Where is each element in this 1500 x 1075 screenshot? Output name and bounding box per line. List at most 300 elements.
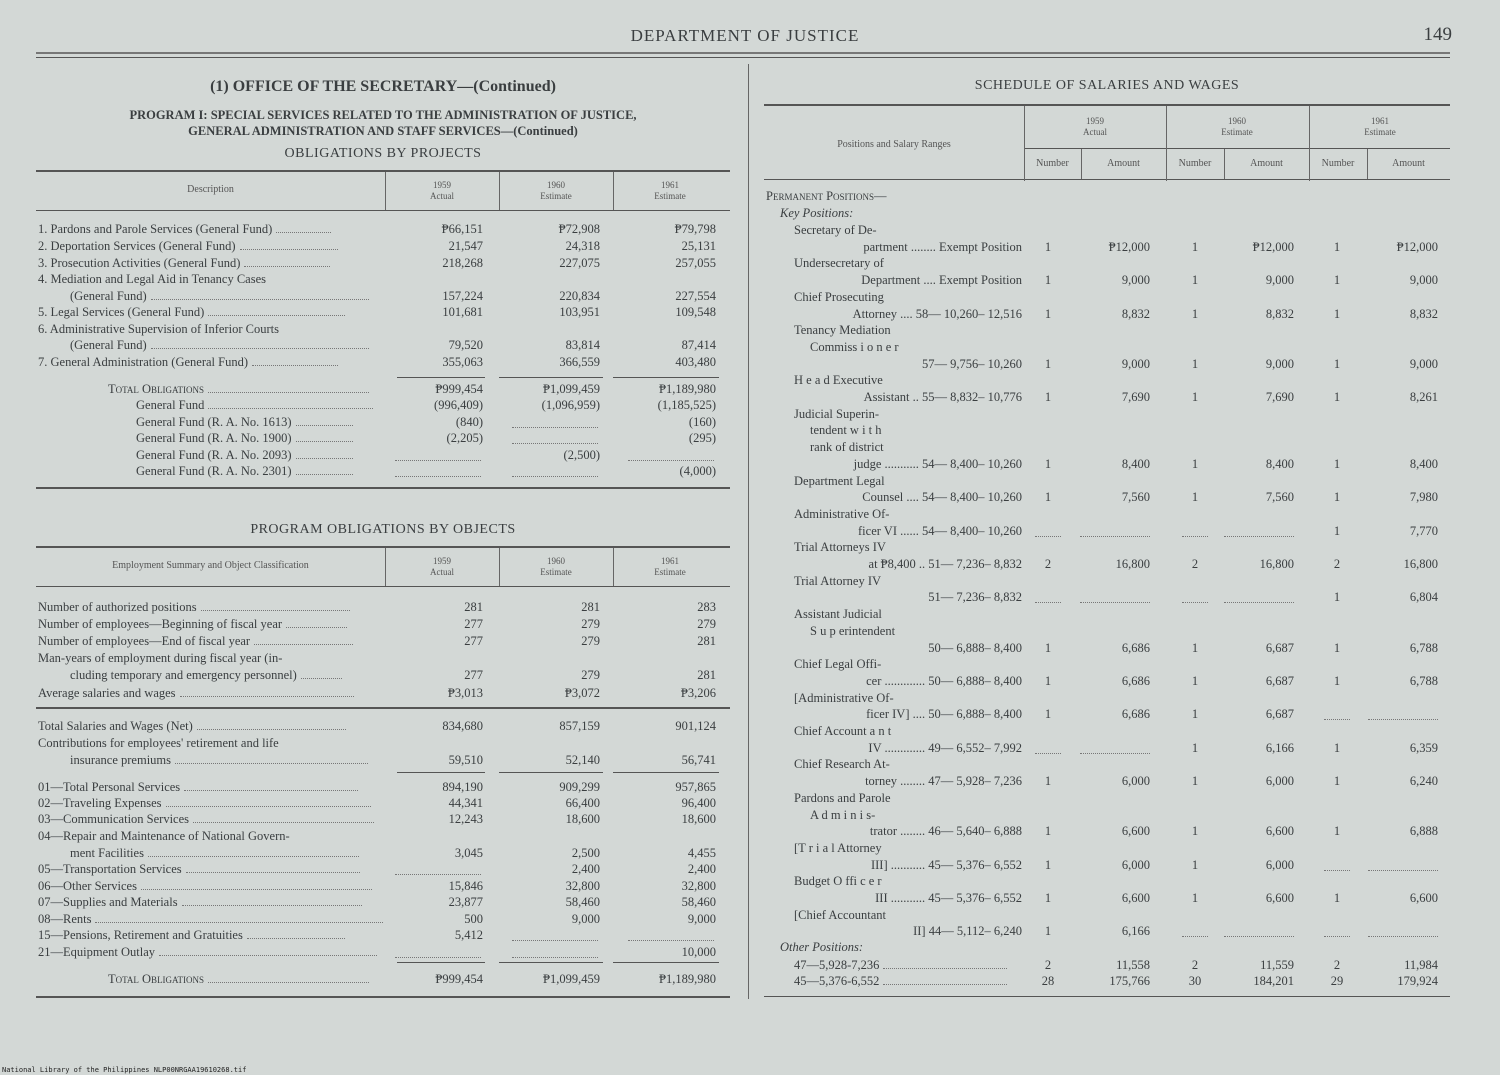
empty-cell-leader <box>1324 870 1350 871</box>
position-line: tendent w i t h <box>810 423 882 438</box>
cell-value: 5,412 <box>454 928 483 942</box>
empty-cell-leader <box>1324 936 1350 937</box>
cell-number: 1 <box>1044 356 1052 371</box>
row-label: General Fund <box>136 398 373 413</box>
cell-number: 2 <box>1191 958 1199 972</box>
cell-amount: 6,000 <box>1265 774 1294 789</box>
cell-amount: 6,788 <box>1409 640 1438 655</box>
cell-value: 2,500 <box>571 846 600 860</box>
cell-number: 1 <box>1333 390 1341 404</box>
cell-value: 279 <box>581 617 600 631</box>
cell-number: 28 <box>1041 974 1055 988</box>
header-1961: 1961 Estimate <box>654 180 686 201</box>
position-line: ficer IV] .... 50— 6,888– 8,400 <box>866 707 1022 722</box>
cell-value: 87,414 <box>681 338 716 352</box>
cell-amount: 11,559 <box>1260 958 1294 972</box>
cell-amount: 7,560 <box>1265 490 1294 505</box>
cell-amount: 6,000 <box>1121 857 1150 872</box>
position-line: A d m i n i s- <box>810 807 876 822</box>
header-1960: 1960 Estimate <box>540 180 572 201</box>
cell-number: 2 <box>1333 557 1341 571</box>
cell-amount: 8,261 <box>1409 390 1438 404</box>
cell-number: 1 <box>1191 891 1199 905</box>
position-line: Assistant Judicial <box>794 607 882 622</box>
header-1960: 1960 Estimate <box>540 556 572 577</box>
cell-value: (2,205) <box>446 431 483 445</box>
header-amount: Amount <box>1107 158 1140 169</box>
empty-cell-leader <box>512 476 598 477</box>
cell-value: 257,055 <box>675 256 716 270</box>
total-rule <box>613 962 719 963</box>
cell-value: 957,865 <box>675 780 716 794</box>
row-label: insurance premiums <box>70 753 368 768</box>
cell-amount: 9,000 <box>1121 356 1150 371</box>
cell-value: 18,600 <box>565 812 600 826</box>
position-line: Administrative Of- <box>794 506 890 521</box>
row-label: Number of employees—Beginning of fiscal year <box>38 617 347 632</box>
row-label: Number of authorized positions <box>38 600 350 615</box>
page-header-title: DEPARTMENT OF JUSTICE <box>630 26 860 45</box>
cell-value: 909,299 <box>559 780 600 794</box>
position-line: 57— 9,756– 10,260 <box>922 356 1022 371</box>
header-1961: 1961 Estimate <box>654 556 686 577</box>
empty-cell-leader <box>1080 536 1150 537</box>
cell-value: ₱999,454 <box>435 972 483 986</box>
row-label: 2. Deportation Services (General Fund) <box>38 239 338 254</box>
cell-value: 9,000 <box>687 912 716 926</box>
cell-number: 1 <box>1044 456 1052 471</box>
cell-amount: 11,984 <box>1404 958 1438 972</box>
table-header-rule <box>36 210 730 211</box>
cell-number: 1 <box>1044 924 1052 939</box>
cell-amount: 8,400 <box>1409 456 1438 471</box>
row-label: General Fund (R. A. No. 2301) <box>136 464 353 479</box>
empty-cell-leader <box>512 940 598 941</box>
cell-number: 1 <box>1044 891 1052 905</box>
cell-value: ₱3,072 <box>564 686 600 700</box>
position-line: II] 44— 5,112– 6,240 <box>913 924 1022 939</box>
cell-value: (996,409) <box>434 398 483 412</box>
cell-value: 59,510 <box>448 753 483 767</box>
cell-value: 18,600 <box>681 812 716 826</box>
cell-value: 25,131 <box>681 239 716 253</box>
cell-amount: 8,832 <box>1265 306 1294 321</box>
cell-amount: 16,800 <box>1403 557 1438 571</box>
cell-number: 1 <box>1333 673 1341 688</box>
cell-amount: 6,687 <box>1265 707 1294 722</box>
total-rule <box>397 962 485 963</box>
empty-cell-leader <box>1368 870 1438 871</box>
row-label: 5. Legal Services (General Fund) <box>38 305 345 320</box>
position-line: cer ............. 50— 6,888– 8,400 <box>866 673 1022 688</box>
cell-amount: 9,000 <box>1265 273 1294 288</box>
position-line: Chief Account a n t <box>794 724 892 738</box>
cell-number: 1 <box>1191 857 1199 872</box>
subtotal-rule <box>499 772 603 773</box>
row-label: 4. Mediation and Legal Aid in Tenancy Cases <box>38 272 267 286</box>
cell-value: 227,554 <box>675 289 716 303</box>
cell-value: ₱66,151 <box>441 222 483 236</box>
cell-amount: 11,558 <box>1116 958 1150 972</box>
position-line: S u p erintendent <box>810 623 896 638</box>
row-label: Total Salaries and Wages (Net) <box>38 719 346 734</box>
empty-cell-leader <box>512 443 598 444</box>
subtotal-rule <box>397 377 485 378</box>
cell-number: 1 <box>1191 774 1199 789</box>
position-line: III ........... 45— 5,376– 6,552 <box>875 891 1022 905</box>
row-label: 21—Equipment Outlay <box>38 945 377 960</box>
cell-number: 1 <box>1333 239 1341 254</box>
header-number: Number <box>1036 158 1069 169</box>
row-label: 07—Supplies and Materials <box>38 895 362 910</box>
position-line: Trial Attorney IV <box>794 573 882 588</box>
cell-value: 23,877 <box>448 895 483 909</box>
cell-amount: 16,800 <box>1259 557 1294 571</box>
header-description: Description <box>187 184 234 195</box>
position-line: Department .... Exempt Position <box>861 273 1022 288</box>
row-label: (General Fund) <box>70 338 369 353</box>
cell-number: 1 <box>1191 640 1199 655</box>
position-line: 51— 7,236– 8,832 <box>928 590 1022 605</box>
row-label: Contributions for employees' retirement and life <box>38 736 279 750</box>
cell-amount: 6,000 <box>1121 774 1150 789</box>
cell-value: 10,000 <box>681 945 716 959</box>
salary-header-rule <box>764 179 1450 180</box>
position-line: ficer VI ...... 54— 8,400– 10,260 <box>858 523 1022 538</box>
row-label: Man-years of employment during fiscal year (in- <box>38 651 283 665</box>
cell-value: ₱1,099,459 <box>543 382 600 396</box>
table-bottom-rule <box>36 996 730 998</box>
header-1961: 1961 Estimate <box>1364 116 1396 137</box>
cell-number: 1 <box>1333 490 1341 505</box>
position-line: partment ........ Exempt Position <box>863 239 1022 254</box>
empty-cell-leader <box>1324 719 1350 720</box>
objects-table-title: PROGRAM OBLIGATIONS BY OBJECTS <box>250 522 516 537</box>
position-line: Chief Prosecuting <box>794 289 884 304</box>
cell-number: 1 <box>1044 857 1052 872</box>
header-description: Employment Summary and Object Classification <box>112 560 309 571</box>
cell-value: 3,045 <box>454 846 483 860</box>
row-label: 6. Administrative Supervision of Inferior Courts <box>38 322 279 336</box>
cell-value: 24,318 <box>565 239 600 253</box>
cell-value: 366,559 <box>559 355 600 369</box>
empty-cell-leader <box>1368 719 1438 720</box>
cell-number: 1 <box>1333 356 1341 371</box>
empty-cell-leader <box>1182 602 1208 603</box>
cell-amount: 7,770 <box>1409 523 1438 538</box>
position-line: Counsel .... 54— 8,400– 10,260 <box>862 490 1022 505</box>
cell-amount: 8,400 <box>1121 456 1150 471</box>
cell-number: 30 <box>1188 974 1202 988</box>
position-line: Attorney .... 58— 10,260– 12,516 <box>852 306 1022 321</box>
cell-amount: 9,000 <box>1121 273 1150 288</box>
position-line: [T r i a l Attorney <box>794 840 882 855</box>
row-label: (General Fund) <box>70 289 369 304</box>
header-rule <box>36 52 1450 54</box>
cell-number: 1 <box>1333 306 1341 321</box>
cell-amount: 6,687 <box>1265 640 1294 655</box>
cell-number: 2 <box>1191 557 1199 571</box>
row-label: 06—Other Services <box>38 879 372 894</box>
cell-value: 281 <box>464 600 483 614</box>
cell-value: ₱1,189,980 <box>659 972 716 986</box>
cell-amount: 16,800 <box>1115 557 1150 571</box>
empty-cell-leader <box>1035 602 1061 603</box>
position-line: torney ........ 47— 5,928– 7,236 <box>865 774 1022 789</box>
cell-amount: 9,000 <box>1409 273 1438 288</box>
row-label: General Fund (R. A. No. 2093) <box>136 448 353 463</box>
cell-value: 15,846 <box>448 879 483 893</box>
position-line: 50— 6,888– 8,400 <box>928 640 1022 655</box>
cell-amount: 6,686 <box>1121 673 1150 688</box>
cell-value: 32,800 <box>565 879 600 893</box>
header-rule-2 <box>36 57 1450 58</box>
position-line: Commiss i o n e r <box>810 339 899 354</box>
empty-cell-leader <box>628 460 714 461</box>
other-positions-label: Other Positions: <box>780 940 863 954</box>
cell-amount: 6,600 <box>1265 891 1294 905</box>
program-title-2: GENERAL ADMINISTRATION AND STAFF SERVICES—(Continued) <box>188 124 578 138</box>
cell-value: 227,075 <box>559 256 600 270</box>
empty-cell-leader <box>1035 753 1061 754</box>
row-label: Number of employees—End of fiscal year <box>38 634 353 649</box>
cell-value: 96,400 <box>681 796 716 810</box>
cell-value: 283 <box>697 600 716 614</box>
cell-value: 857,159 <box>559 719 600 733</box>
cell-number: 1 <box>1333 740 1341 755</box>
cell-value: ₱1,189,980 <box>659 382 716 396</box>
cell-value: 101,681 <box>442 305 483 319</box>
empty-cell-leader <box>1368 936 1438 937</box>
column-divider <box>748 64 749 999</box>
cell-value: 218,268 <box>442 256 483 270</box>
cell-amount: ₱12,000 <box>1396 239 1438 254</box>
cell-number: 1 <box>1044 673 1052 688</box>
cell-number: 1 <box>1191 707 1199 722</box>
empty-cell-leader <box>395 476 481 477</box>
cell-value: (4,000) <box>679 464 716 478</box>
cell-amount: 6,686 <box>1121 707 1150 722</box>
cell-value: 109,548 <box>675 305 716 319</box>
table-header-rule <box>36 586 730 587</box>
header-number: Number <box>1321 158 1355 169</box>
position-line: III] ........... 45— 5,376– 6,552 <box>870 857 1022 872</box>
empty-cell-leader <box>1224 936 1294 937</box>
position-line: rank of district <box>810 440 884 455</box>
empty-cell-leader <box>628 940 714 941</box>
cell-number: 1 <box>1044 640 1052 655</box>
cell-amount: 6,600 <box>1265 824 1294 839</box>
header-amount: Amount <box>1250 158 1283 169</box>
cell-amount: 6,166 <box>1121 924 1150 939</box>
cell-amount: 7,980 <box>1409 490 1438 505</box>
cell-number: 2 <box>1044 557 1052 571</box>
cell-number: 1 <box>1333 774 1341 789</box>
header-1959: 1959 Actual <box>430 556 454 577</box>
row-label: 02—Traveling Expenses <box>38 796 371 811</box>
empty-cell-leader <box>1035 536 1061 537</box>
header-1959: 1959 Actual <box>1083 116 1107 137</box>
header-1960: 1960 Estimate <box>1221 116 1253 137</box>
cell-value: 32,800 <box>681 879 716 893</box>
cell-value: (2,500) <box>563 448 600 462</box>
row-label: 01—Total Personal Services <box>38 780 358 795</box>
empty-cell-leader <box>512 427 598 428</box>
cell-value: (1,185,525) <box>657 398 716 412</box>
cell-amount: 6,788 <box>1409 673 1438 688</box>
cell-value: 83,814 <box>565 338 600 352</box>
page-number: 149 <box>1423 24 1452 45</box>
row-label: 3. Prosecution Activities (General Fund) <box>38 256 330 271</box>
position-line: 45—5,376-6,552 <box>794 974 1007 989</box>
cell-value: 2,400 <box>571 862 600 876</box>
cell-value: 52,140 <box>565 753 600 767</box>
cell-value: ₱1,099,459 <box>543 972 600 986</box>
position-line: Pardons and Parole <box>794 790 891 805</box>
subtotal-rule <box>613 772 719 773</box>
cell-value: 56,741 <box>681 753 716 767</box>
position-line: Chief Research At- <box>794 757 890 772</box>
position-line: Tenancy Mediation <box>794 323 891 338</box>
cell-number: 1 <box>1333 640 1341 655</box>
footer-caption: National Library of the Philippines NLP00NRGAA19610268.tif <box>2 1066 247 1074</box>
cell-value: 355,063 <box>442 355 483 369</box>
salary-top-rule <box>764 104 1450 106</box>
position-line: at ₱8,400 .. 51— 7,236– 8,832 <box>868 557 1022 571</box>
schedule-title: SCHEDULE OF SALARIES AND WAGES <box>974 78 1240 93</box>
cell-amount: ₱12,000 <box>1108 239 1150 254</box>
section-title: (1) OFFICE OF THE SECRETARY—(Continued) <box>210 78 556 95</box>
row-label: cluding temporary and emergency personnel) <box>70 668 342 683</box>
cell-number: 1 <box>1191 356 1199 371</box>
cell-value: 103,951 <box>559 305 600 319</box>
position-line: Chief Legal Offi- <box>794 657 882 672</box>
cell-number: 1 <box>1333 456 1341 471</box>
cell-value: 281 <box>581 600 600 614</box>
cell-amount: 6,600 <box>1121 891 1150 905</box>
year-header-rule <box>1024 148 1450 149</box>
cell-value: 12,243 <box>448 812 483 826</box>
empty-cell-leader <box>395 460 481 461</box>
cell-value: 403,480 <box>675 355 716 369</box>
cell-value: 500 <box>464 912 483 926</box>
cell-number: 1 <box>1191 740 1199 755</box>
position-line: judge ........... 54— 8,400– 10,260 <box>853 456 1022 471</box>
cell-number: 1 <box>1191 490 1199 505</box>
position-line: Judicial Superin- <box>794 406 880 421</box>
empty-cell-leader <box>395 957 481 958</box>
row-label: General Fund (R. A. No. 1900) <box>136 431 353 446</box>
cell-number: 1 <box>1044 273 1052 288</box>
cell-number: 1 <box>1044 707 1052 722</box>
cell-number: 1 <box>1333 824 1341 839</box>
empty-cell-leader <box>1080 753 1150 754</box>
cell-value: 281 <box>697 668 716 682</box>
cell-amount: ₱12,000 <box>1252 239 1294 254</box>
cell-value: 21,547 <box>448 239 483 253</box>
cell-amount: 8,832 <box>1409 306 1438 321</box>
cell-number: 1 <box>1191 824 1199 839</box>
cell-number: 1 <box>1191 306 1199 321</box>
position-line: trator ........ 46— 5,640– 6,888 <box>869 824 1022 839</box>
cell-number: 2 <box>1044 958 1052 972</box>
cell-value: 277 <box>464 617 483 631</box>
cell-number: 1 <box>1044 390 1052 404</box>
subtotal-rule <box>613 377 719 378</box>
cell-value: 279 <box>581 668 600 682</box>
subtotal-rule <box>397 772 485 773</box>
subtotal-rule <box>499 377 603 378</box>
cell-value: 4,455 <box>687 846 716 860</box>
cell-number: 1 <box>1333 891 1341 905</box>
cell-amount: 179,924 <box>1397 974 1438 988</box>
cell-amount: 8,832 <box>1121 306 1150 321</box>
position-line: Budget O ffi c e r <box>794 874 882 889</box>
cell-value: 834,680 <box>442 719 483 733</box>
cell-amount: 6,359 <box>1409 740 1438 755</box>
header-amount: Amount <box>1392 158 1425 169</box>
cell-number: 1 <box>1044 824 1052 839</box>
cell-amount: 6,686 <box>1121 640 1150 655</box>
cell-value: (295) <box>688 431 716 445</box>
position-line: Trial Attorneys IV <box>794 540 886 555</box>
row-label: Average salaries and wages <box>38 686 354 701</box>
table-bottom-rule <box>36 487 730 489</box>
position-line: [Chief Accountant <box>794 907 886 922</box>
section-rule <box>36 707 730 709</box>
row-label: 05—Transportation Services <box>38 862 360 877</box>
cell-amount: 6,000 <box>1265 857 1294 872</box>
cell-value: ₱3,206 <box>680 686 716 700</box>
position-line: H e a d Executive <box>794 373 883 388</box>
cell-number: 1 <box>1044 490 1052 505</box>
row-label: General Fund (R. A. No. 1613) <box>136 415 353 430</box>
cell-value: ₱72,908 <box>558 222 600 236</box>
row-label: 03—Communication Services <box>38 812 374 827</box>
position-line: Secretary of De- <box>794 223 877 237</box>
row-label: 7. General Administration (General Fund) <box>38 355 338 370</box>
cell-number: 2 <box>1333 958 1341 972</box>
cell-number: 1 <box>1044 239 1052 254</box>
header-positions: Positions and Salary Ranges <box>837 139 951 150</box>
cell-value: ₱3,013 <box>447 686 483 700</box>
projects-table-title: OBLIGATIONS BY PROJECTS <box>284 146 482 161</box>
cell-value: (1,096,959) <box>541 398 600 412</box>
row-label: 1. Pardons and Parole Services (General Fund) <box>38 222 331 237</box>
row-label: 04—Repair and Maintenance of National Govern- <box>38 829 290 843</box>
cell-number: 1 <box>1191 239 1199 254</box>
cell-amount: 7,690 <box>1265 390 1294 404</box>
cell-value: (160) <box>688 415 716 429</box>
empty-cell-leader <box>1080 602 1150 603</box>
cell-number: 1 <box>1333 273 1341 288</box>
cell-value: 277 <box>464 634 483 648</box>
header-1959: 1959 Actual <box>430 180 454 201</box>
cell-amount: 175,766 <box>1109 974 1150 988</box>
cell-value: 281 <box>697 634 716 648</box>
row-label: ment Facilities <box>70 846 359 861</box>
cell-value: 277 <box>464 668 483 682</box>
cell-amount: 184,201 <box>1253 974 1294 988</box>
cell-value: 157,224 <box>442 289 483 303</box>
cell-value: 58,460 <box>565 895 600 909</box>
cell-amount: 8,400 <box>1265 456 1294 471</box>
permanent-positions-label: Permanent Positions— <box>766 189 887 203</box>
position-line: Assistant .. 55— 8,832– 10,776 <box>863 390 1022 404</box>
empty-cell-leader <box>1182 936 1208 937</box>
cell-amount: 6,888 <box>1409 824 1438 839</box>
cell-number: 1 <box>1333 590 1341 605</box>
